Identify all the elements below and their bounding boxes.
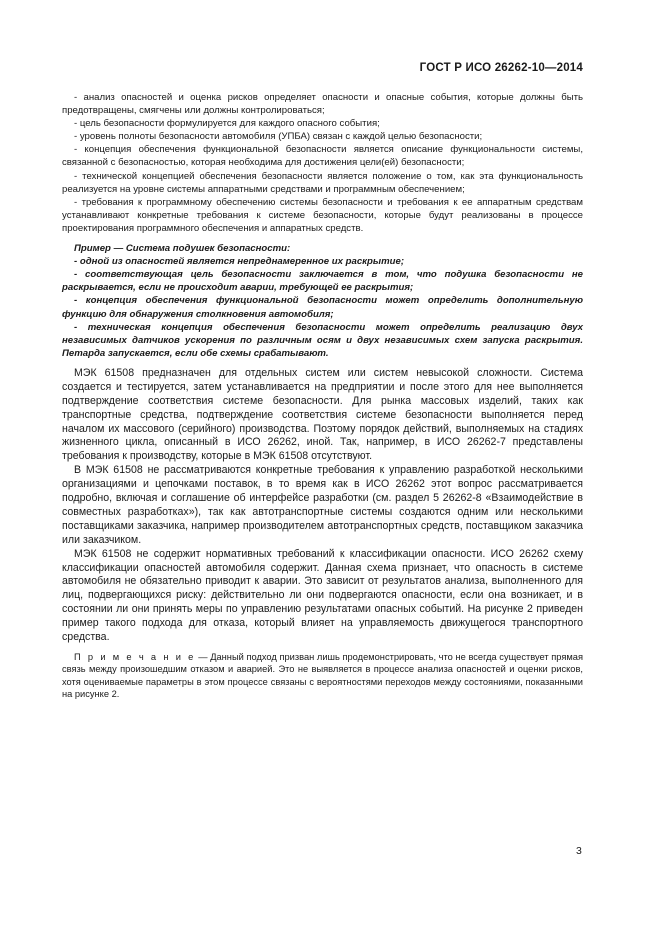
example-item: - концепция обеспечения функциональной безопасности может определить дополнительную функцию для обнаружения столкновения автомобиля; — [62, 295, 583, 320]
note-paragraph — [62, 651, 583, 701]
list-item: - требования к программному обеспечению системы безопасности и требования к ее аппаратным средствам устанавливают конкретные требования к системе безопасности, которые будут реализованы в процессе проектирования программного обеспечения и аппаратных средств. — [62, 196, 583, 234]
list-item: - уровень полноты безопасности автомобиля (УПБА) связан с каждой целью безопасности; — [74, 131, 483, 143]
example-item: - техническая концепция обеспечения безопасности может определить реализацию двух независимых датчиков ускорения по различным осям и двух независимых схем запуска раскрытия. Петарда запускается, если обе схемы срабатывают. — [62, 321, 583, 359]
list-item: - технической концепцией обеспечения безопасности является положение о том, как эта функциональность реализуется на уровне системы аппаратными средствами и программным обеспечением; — [62, 170, 583, 195]
example-title: Пример — Система подушек безопасности: — [74, 243, 291, 255]
paragraph: МЭК 61508 не содержит нормативных требований к классификации опасности. ИСО 26262 схему классификации опасностей автомобиля содержит. Данная схема признает, что опасность в системе автомобиля не обязательно приводит к аварии. Это зависит от результатов анализа, выполненного для лиц, подвергающихся риску: действительно ли они подвергаются опасности, если она возникает, и в состоянии ли они принять меры по управлению результатами опасных событий. На рисунке 2 приведен пример такого подхода для отказа, который влияет на управляемость движущегося транспортного средства. — [62, 547, 583, 644]
page-number: 3 — [576, 845, 582, 857]
example-block — [62, 242, 583, 360]
paragraph: В МЭК 61508 не рассматриваются конкретные требования к управлению разработкой несколькими организациями и цепочками поставок, в то время как в ИСО 26262 этот вопрос рассматривается подробно, включая и соглашение об интерфейсе разработки (см. раздел 5 26262-8 «Взаимодействие в совместных разработках»), так как автотранспортные системы создаются одним или несколькими поставщиками заказчика, например производителем автотранспортных средств, поставщиком заказчика или заказчиком. — [62, 464, 583, 546]
page-content — [62, 91, 583, 701]
body-text — [62, 367, 583, 645]
paragraph: МЭК 61508 предназначен для отдельных систем или систем невысокой сложности. Система создается и тестируется, затем устанавливается на предприятии и после этого для нее выполняется подтверждение соответствия системе безопасности. Для рынка массовых изделий, таких как транспортные средства, подтверждение соответствия системе безопасности выполняется перед началом их массового (серийного) производства. Поэтому порядок действий, выполняемых на стадиях жизненного цикла, описанный в ИСО 26262, иной. Так, например, в ИСО 26262-7 представлены требования к производству, которые в МЭК 61508 отсутствуют. — [62, 366, 583, 463]
note-label: П р и м е ч а н и е — [74, 652, 196, 662]
intro-list — [62, 91, 583, 235]
list-item: - цель безопасности формулируется для каждого опасного события; — [74, 118, 380, 130]
example-item: - соответствующая цель безопасности заключается в том, что подушка безопасности не раскрывается, если не происходит аварии, требующей ее раскрытия; — [62, 269, 583, 294]
list-item: - анализ опасностей и оценка рисков определяет опасности и опасные события, которые должны быть предотвращены, смягчены или должны контролироваться; — [62, 92, 583, 117]
example-item: - одной из опасностей является непреднамеренное их раскрытие; — [74, 256, 405, 268]
note-text: — Данный подход призван лишь продемонстрировать, что не всегда существует прямая связь между произошедшим отказом и аварией. Это не выявляется в процессе анализа опасностей и оценки рисков, хотя оцениваемые параметры в этом процессе связаны с вероятностями переходов между состояниями, показанными на рисунке 2. — [62, 652, 583, 700]
list-item: - концепция обеспечения функциональной безопасности является описание функциональности системы, связанной с безопасностью, которая необходима для достижения цели(ей) безопасности; — [62, 144, 583, 169]
note-block — [62, 651, 583, 701]
document-header: ГОСТ Р ИСО 26262-10—2014 — [419, 62, 583, 74]
